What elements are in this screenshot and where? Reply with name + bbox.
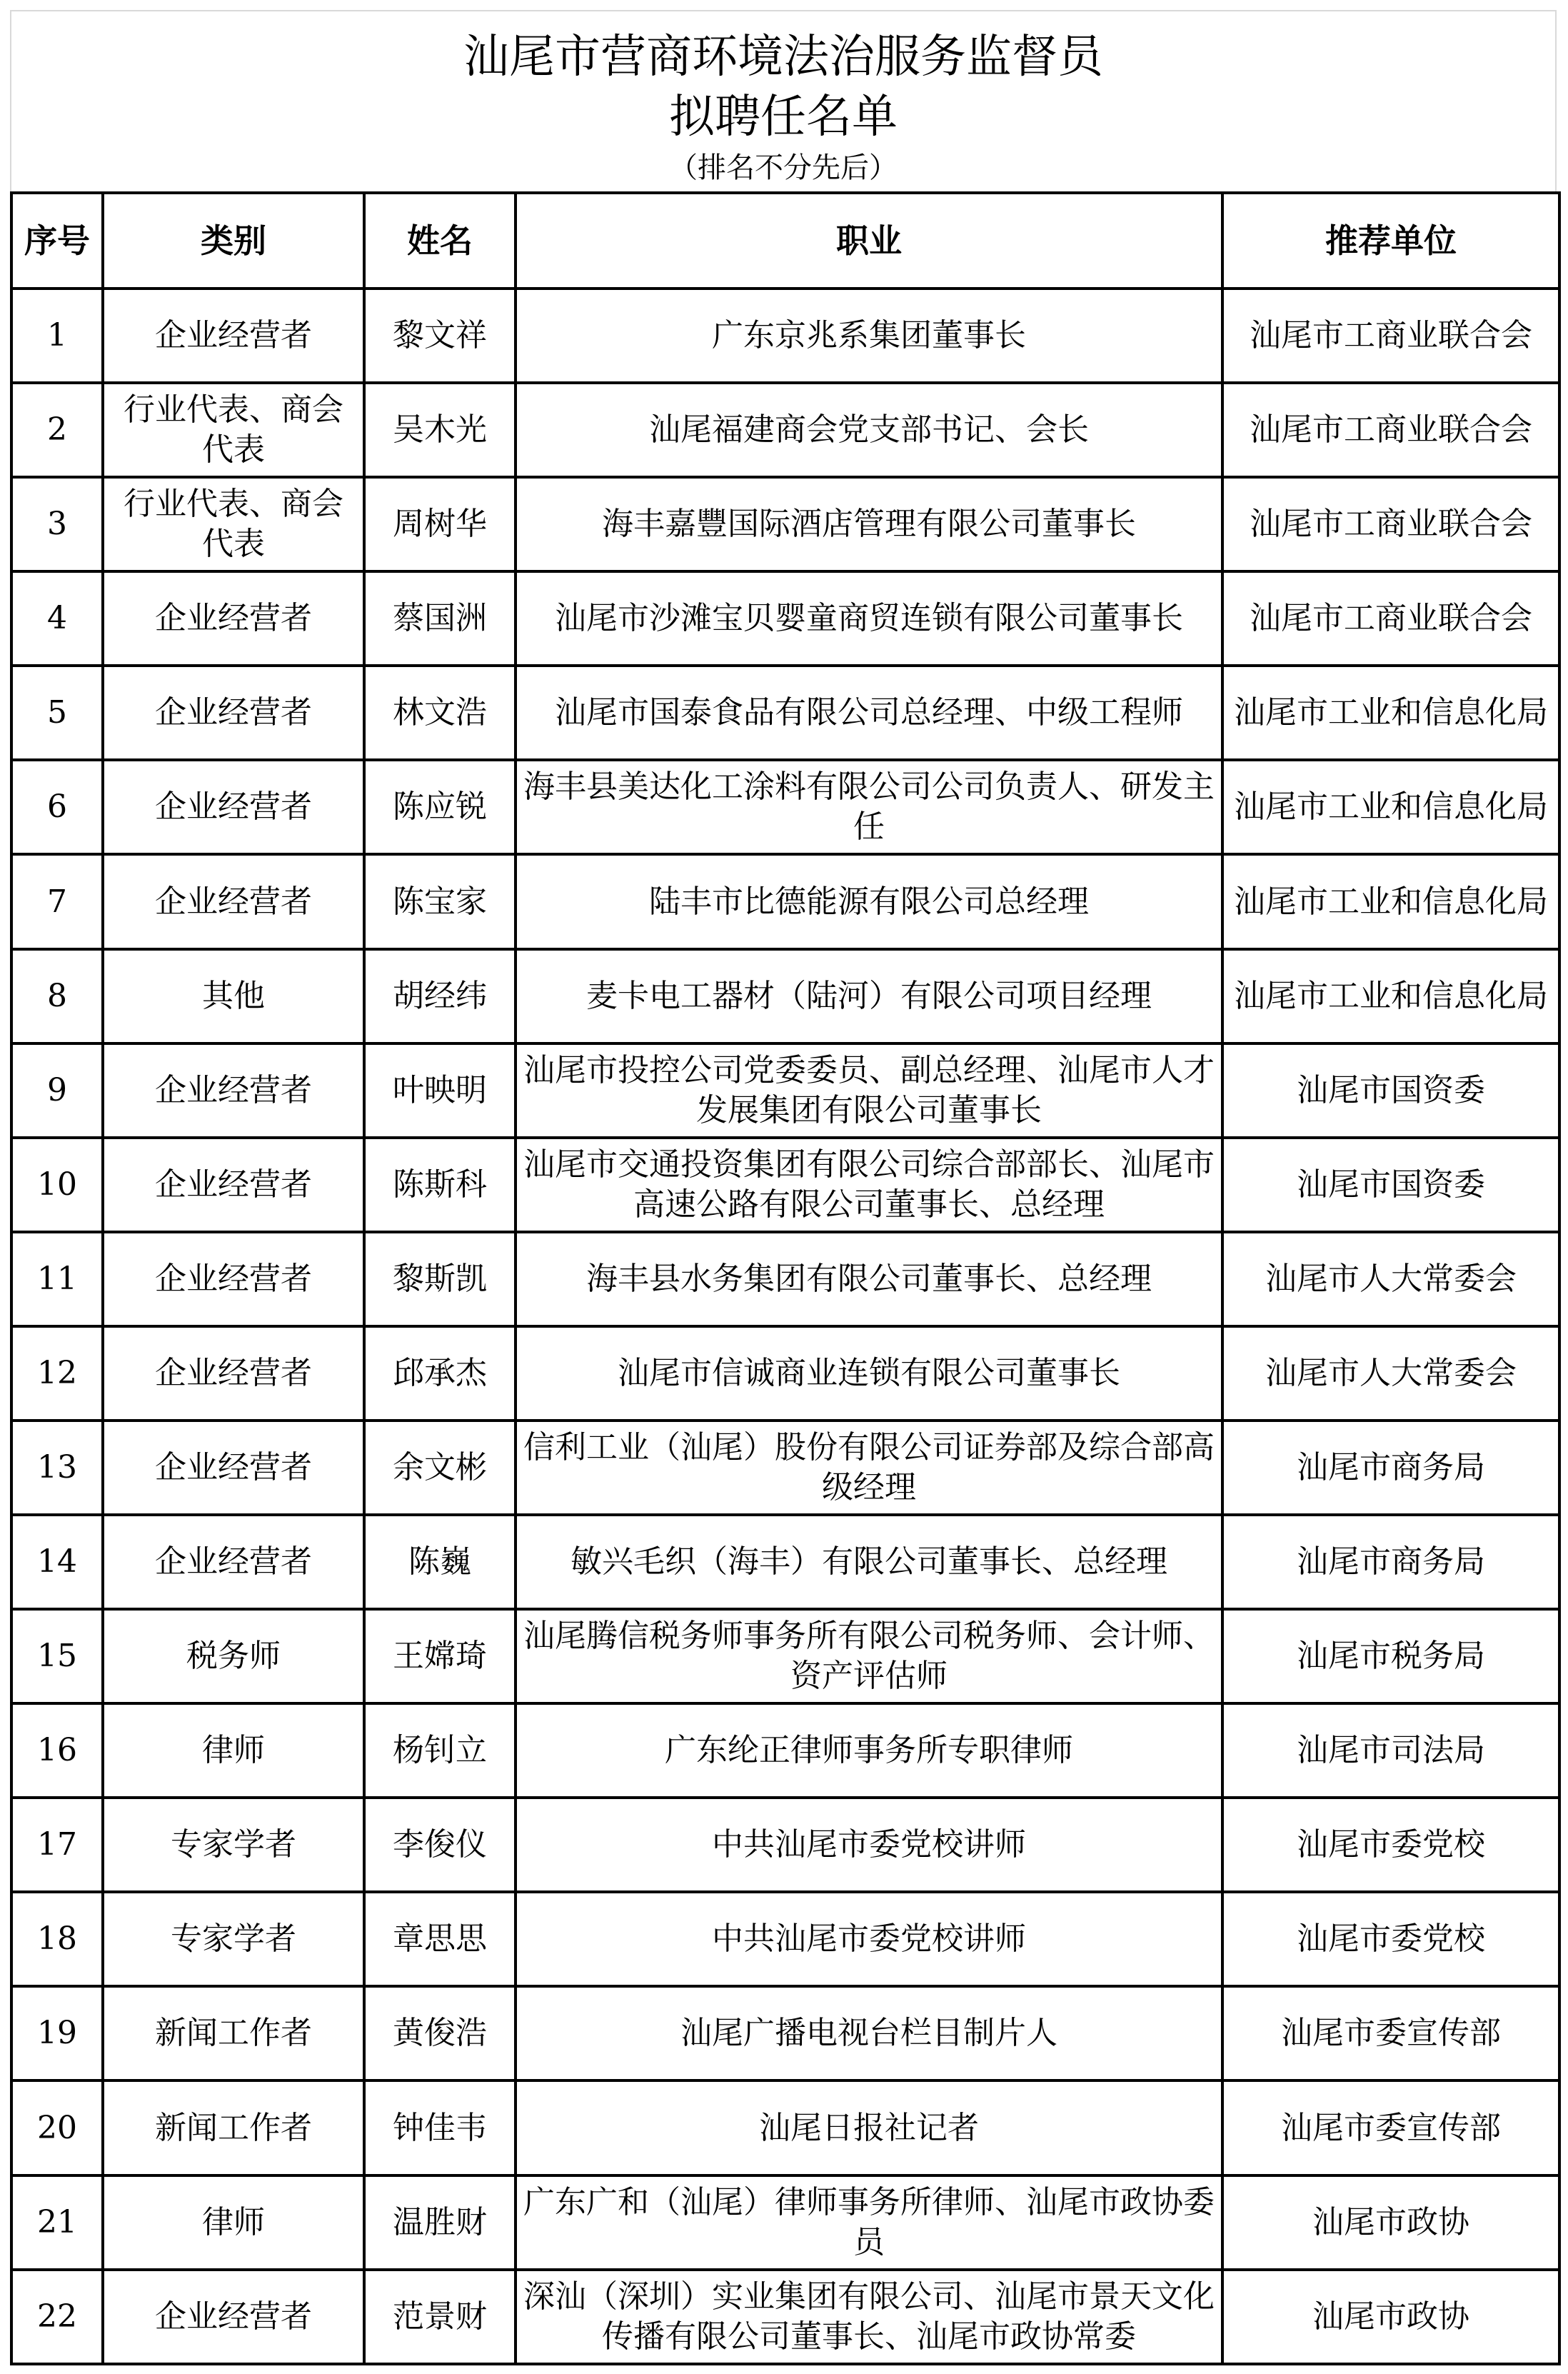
cell-index: 15	[11, 1609, 103, 1703]
cell-index: 7	[11, 854, 103, 948]
cell-occupation: 汕尾广播电视台栏目制片人	[516, 1986, 1222, 2080]
cell-occupation: 中共汕尾市委党校讲师	[516, 1798, 1222, 1892]
cell-occupation: 敏兴毛织（海丰）有限公司董事长、总经理	[516, 1515, 1222, 1609]
cell-occupation: 汕尾市投控公司党委委员、副总经理、汕尾市人才发展集团有限公司董事长	[516, 1043, 1222, 1138]
cell-occupation: 海丰县美达化工涂料有限公司公司负责人、研发主任	[516, 760, 1222, 854]
header-occupation: 职业	[516, 193, 1222, 289]
table-row	[11, 1609, 1559, 1703]
cell-recommender: 汕尾市工业和信息化局	[1222, 854, 1559, 948]
cell-recommender: 汕尾市商务局	[1222, 1421, 1559, 1515]
cell-occupation: 深汕（深圳）实业集团有限公司、汕尾市景天文化传播有限公司董事长、汕尾市政协常委	[516, 2270, 1222, 2364]
cell-category: 企业经营者	[103, 571, 364, 666]
cell-recommender: 汕尾市工业和信息化局	[1222, 760, 1559, 854]
table-row	[11, 1703, 1559, 1798]
cell-name: 钟佳韦	[364, 2080, 516, 2175]
header-name: 姓名	[364, 193, 516, 289]
table-row	[11, 1138, 1559, 1232]
cell-index: 16	[11, 1703, 103, 1798]
cell-index: 14	[11, 1515, 103, 1609]
cell-name: 章思思	[364, 1892, 516, 1986]
header-category: 类别	[103, 193, 364, 289]
cell-occupation: 广东广和（汕尾）律师事务所律师、汕尾市政协委员	[516, 2175, 1222, 2270]
cell-name: 林文浩	[364, 666, 516, 760]
cell-recommender: 汕尾市政协	[1222, 2270, 1559, 2364]
cell-recommender: 汕尾市工业和信息化局	[1222, 949, 1559, 1043]
table-header-row	[11, 193, 1559, 289]
cell-name: 陈宝家	[364, 854, 516, 948]
cell-category: 企业经营者	[103, 666, 364, 760]
cell-index: 9	[11, 1043, 103, 1138]
cell-occupation: 信利工业（汕尾）股份有限公司证券部及综合部高级经理	[516, 1421, 1222, 1515]
cell-occupation: 汕尾福建商会党支部书记、会长	[516, 383, 1222, 477]
cell-name: 杨钊立	[364, 1703, 516, 1798]
cell-index: 18	[11, 1892, 103, 1986]
table-row	[11, 1515, 1559, 1609]
table-row	[11, 949, 1559, 1043]
cell-category: 行业代表、商会代表	[103, 383, 364, 477]
cell-index: 5	[11, 666, 103, 760]
header-index: 序号	[11, 193, 103, 289]
cell-name: 余文彬	[364, 1421, 516, 1515]
table-row	[11, 1892, 1559, 1986]
cell-category: 企业经营者	[103, 1043, 364, 1138]
cell-recommender: 汕尾市委党校	[1222, 1798, 1559, 1892]
cell-category: 律师	[103, 2175, 364, 2270]
cell-recommender: 汕尾市人大常委会	[1222, 1232, 1559, 1326]
table-body	[11, 289, 1559, 2364]
header-recommender: 推荐单位	[1222, 193, 1559, 289]
cell-name: 叶映明	[364, 1043, 516, 1138]
cell-recommender: 汕尾市工商业联合会	[1222, 571, 1559, 666]
cell-index: 13	[11, 1421, 103, 1515]
table-row	[11, 383, 1559, 477]
cell-name: 陈巍	[364, 1515, 516, 1609]
cell-category: 企业经营者	[103, 1326, 364, 1421]
cell-occupation: 海丰嘉豐国际酒店管理有限公司董事长	[516, 477, 1222, 571]
cell-name: 范景财	[364, 2270, 516, 2364]
cell-occupation: 陆丰市比德能源有限公司总经理	[516, 854, 1222, 948]
cell-index: 19	[11, 1986, 103, 2080]
cell-category: 企业经营者	[103, 1232, 364, 1326]
table-row	[11, 289, 1559, 383]
document-title: 汕尾市营商环境法治服务监督员	[463, 31, 1103, 84]
cell-occupation: 广东纶正律师事务所专职律师	[516, 1703, 1222, 1798]
cell-recommender: 汕尾市委宣传部	[1222, 2080, 1559, 2175]
cell-category: 企业经营者	[103, 1515, 364, 1609]
cell-name: 温胜财	[364, 2175, 516, 2270]
table-row	[11, 666, 1559, 760]
cell-name: 李俊仪	[364, 1798, 516, 1892]
cell-name: 邱承杰	[364, 1326, 516, 1421]
table-row	[11, 2175, 1559, 2270]
cell-occupation: 广东京兆系集团董事长	[516, 289, 1222, 383]
cell-recommender: 汕尾市工业和信息化局	[1222, 666, 1559, 760]
table-row	[11, 1232, 1559, 1326]
cell-recommender: 汕尾市政协	[1222, 2175, 1559, 2270]
cell-recommender: 汕尾市商务局	[1222, 1515, 1559, 1609]
cell-occupation: 麦卡电工器材（陆河）有限公司项目经理	[516, 949, 1222, 1043]
ranking-note: （排名不分先后）	[669, 151, 898, 184]
cell-category: 新闻工作者	[103, 1986, 364, 2080]
table-row	[11, 760, 1559, 854]
cell-name: 陈斯科	[364, 1138, 516, 1232]
cell-category: 律师	[103, 1703, 364, 1798]
document-subtitle: 拟聘任名单	[669, 91, 898, 144]
cell-category: 企业经营者	[103, 854, 364, 948]
appointment-table	[10, 191, 1561, 2365]
cell-index: 11	[11, 1232, 103, 1326]
cell-name: 蔡国洲	[364, 571, 516, 666]
cell-name: 周树华	[364, 477, 516, 571]
table-row	[11, 1421, 1559, 1515]
cell-index: 22	[11, 2270, 103, 2364]
table-row	[11, 1043, 1559, 1138]
table-row	[11, 1986, 1559, 2080]
cell-name: 黎斯凯	[364, 1232, 516, 1326]
cell-name: 王嫦琦	[364, 1609, 516, 1703]
cell-occupation: 汕尾市信诚商业连锁有限公司董事长	[516, 1326, 1222, 1421]
cell-name: 黄俊浩	[364, 1986, 516, 2080]
cell-name: 黎文祥	[364, 289, 516, 383]
title-block	[10, 10, 1557, 193]
cell-index: 1	[11, 289, 103, 383]
cell-index: 2	[11, 383, 103, 477]
cell-name: 陈应锐	[364, 760, 516, 854]
cell-category: 企业经营者	[103, 1421, 364, 1515]
table-row	[11, 1798, 1559, 1892]
cell-occupation: 汕尾市国泰食品有限公司总经理、中级工程师	[516, 666, 1222, 760]
cell-index: 3	[11, 477, 103, 571]
table-row	[11, 2080, 1559, 2175]
cell-occupation: 汕尾日报社记者	[516, 2080, 1222, 2175]
cell-recommender: 汕尾市工商业联合会	[1222, 289, 1559, 383]
cell-category: 专家学者	[103, 1798, 364, 1892]
table-row	[11, 571, 1559, 666]
cell-recommender: 汕尾市委宣传部	[1222, 1986, 1559, 2080]
table-row	[11, 1326, 1559, 1421]
cell-recommender: 汕尾市国资委	[1222, 1043, 1559, 1138]
cell-category: 专家学者	[103, 1892, 364, 1986]
cell-occupation: 汕尾市交通投资集团有限公司综合部部长、汕尾市高速公路有限公司董事长、总经理	[516, 1138, 1222, 1232]
cell-category: 企业经营者	[103, 760, 364, 854]
cell-occupation: 汕尾市沙滩宝贝婴童商贸连锁有限公司董事长	[516, 571, 1222, 666]
cell-category: 新闻工作者	[103, 2080, 364, 2175]
cell-recommender: 汕尾市委党校	[1222, 1892, 1559, 1986]
cell-recommender: 汕尾市司法局	[1222, 1703, 1559, 1798]
cell-category: 企业经营者	[103, 289, 364, 383]
table-row	[11, 477, 1559, 571]
cell-name: 胡经纬	[364, 949, 516, 1043]
cell-category: 企业经营者	[103, 2270, 364, 2364]
cell-index: 12	[11, 1326, 103, 1421]
table-row	[11, 854, 1559, 948]
cell-recommender: 汕尾市国资委	[1222, 1138, 1559, 1232]
cell-index: 20	[11, 2080, 103, 2175]
cell-recommender: 汕尾市工商业联合会	[1222, 477, 1559, 571]
cell-recommender: 汕尾市税务局	[1222, 1609, 1559, 1703]
cell-index: 4	[11, 571, 103, 666]
cell-occupation: 汕尾腾信税务师事务所有限公司税务师、会计师、资产评估师	[516, 1609, 1222, 1703]
cell-category: 企业经营者	[103, 1138, 364, 1232]
cell-index: 10	[11, 1138, 103, 1232]
cell-occupation: 中共汕尾市委党校讲师	[516, 1892, 1222, 1986]
cell-category: 其他	[103, 949, 364, 1043]
cell-index: 6	[11, 760, 103, 854]
cell-name: 吴木光	[364, 383, 516, 477]
cell-recommender: 汕尾市人大常委会	[1222, 1326, 1559, 1421]
cell-category: 税务师	[103, 1609, 364, 1703]
cell-recommender: 汕尾市工商业联合会	[1222, 383, 1559, 477]
cell-index: 17	[11, 1798, 103, 1892]
cell-index: 21	[11, 2175, 103, 2270]
table-row	[11, 2270, 1559, 2364]
cell-occupation: 海丰县水务集团有限公司董事长、总经理	[516, 1232, 1222, 1326]
cell-index: 8	[11, 949, 103, 1043]
cell-category: 行业代表、商会代表	[103, 477, 364, 571]
